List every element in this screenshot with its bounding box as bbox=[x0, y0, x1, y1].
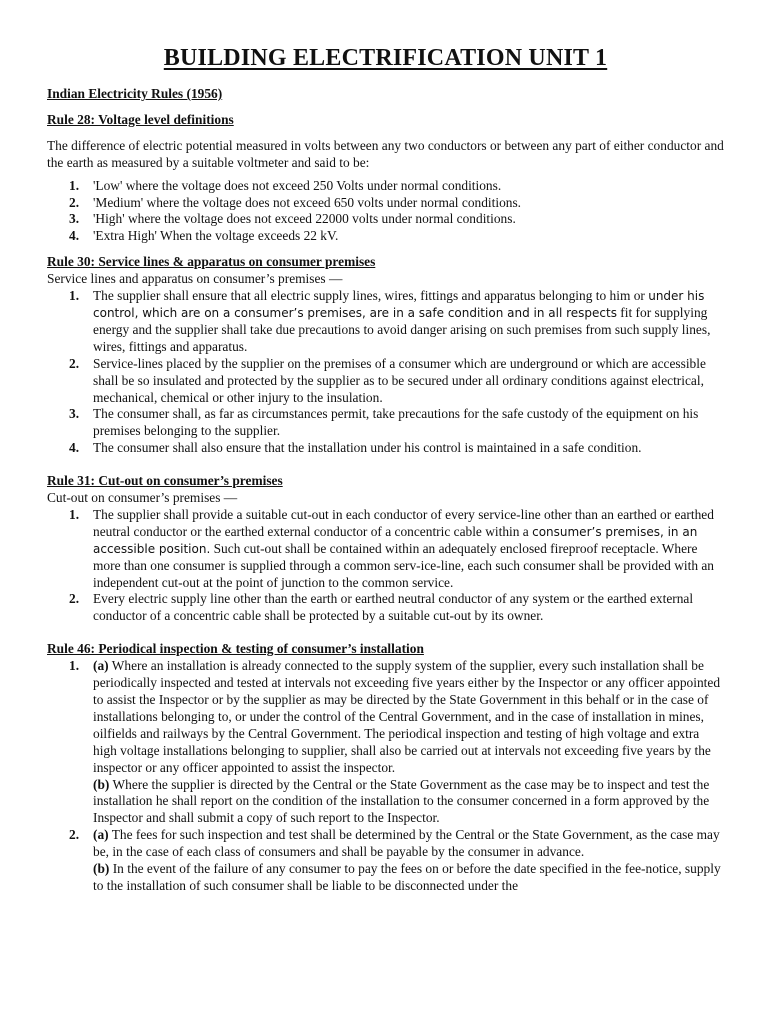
rule-30-section bbox=[47, 254, 724, 457]
rule-31-section bbox=[47, 473, 724, 625]
list-item: 1. 'Low' where the voltage does not exceed 250 Volts under normal conditions. bbox=[69, 177, 502, 193]
list-item: 2. Service-lines placed by the supplier on the premises of a consumer which are underground or which are accessible shall be so insulated and protected by the supplier as to be secured under all ordinary conditions against electrical, mechanical, chemical or other injury to the insulation. bbox=[69, 355, 706, 405]
list-item: 1. (a) Where an installation is already connected to the supply system of the supplier, every such installation shall be periodically inspected and tested at intervals not exceeding five years either by the Inspector or any officer appointed to assist the Inspector or by the supplier as may be directed by the State Government in this behalf or in the case of installations belonging to, or under the control of the Central Government, and in the case of installation in mines, oilfields and railways by the Central Government. The periodical inspection and testing of high voltage and extra high voltage installations belonging to supplier, shall also be carried out at intervals not exceeding five years by the inspector or any officer appointed to assist the inspector. (b) Where the supplier is directed by the Central or the State Government as the case may be to inspect and test the installation he shall report on the condition of the installation to the consumer concerned in a form approved by the Inspector and shall submit a copy of such report to the Inspector. bbox=[69, 658, 721, 826]
rule-46-section bbox=[47, 641, 724, 895]
rule-31-lead: Cut-out on consumer’s premises — bbox=[47, 490, 238, 506]
document-subtitle: Indian Electricity Rules (1956) bbox=[47, 86, 223, 101]
rule-31-list bbox=[47, 507, 724, 625]
list-item: 1. The supplier shall provide a suitable cut-out in each conductor of every service-line other than an earthed or earthed neutral conductor or the earthed external conductor of a concentric cable within a consumer’s premises, in an accessible position. Such cut-out shall be contained within an adequately enclosed fireproof receptacle. Where more than one consumer is supplied through a common serv-ice-line, each such consumer shall be provided with an independent cut-out at the point of junction to the common service. bbox=[69, 506, 715, 590]
list-item: 4. The consumer shall also ensure that the installation under his control is maintained in a safe condition. bbox=[69, 440, 642, 456]
list-item: 2. (a) The fees for such inspection and test shall be determined by the Central or the State Government, as the case may be, in the case of each class of consumers and shall be payable by the consumer in advance. (b) In the event of the failure of any consumer to pay the fees on or before the date specified in the fee-notice, supply to the installation of such consumer shall be liable to be disconnected under the bbox=[69, 827, 721, 893]
list-item: 2. 'Medium' where the voltage does not exceed 650 volts under normal conditions. bbox=[69, 194, 522, 210]
rule-30-list bbox=[47, 288, 724, 457]
rule-28-section bbox=[47, 112, 724, 245]
rule-30-lead: Service lines and apparatus on consumer’s premises — bbox=[47, 271, 343, 287]
rule-46-heading: Rule 46: Periodical inspection & testing of consumer’s installation bbox=[47, 641, 424, 657]
rule-28-intro: The difference of electric potential measured in volts between any two conductors or between any part of either conductor and the earth as measured by a suitable voltmeter and said to be: bbox=[47, 137, 724, 170]
rule-46-list bbox=[47, 658, 724, 895]
list-item: 3. 'High' where the voltage does not exceed 22000 volts under normal conditions. bbox=[69, 211, 516, 227]
list-item: 4. 'Extra High' When the voltage exceeds 22 kV. bbox=[69, 228, 339, 244]
list-item: 2. Every electric supply line other than the earth or earthed neutral conductor of any system or the earthed external conductor of a concentric cable shall be protected by a suitable cut-out by its owner. bbox=[69, 591, 694, 624]
list-item: 1. The supplier shall ensure that all electric supply lines, wires, fittings and apparatus belonging to him or under his control, which are on a consumer’s premises, are in a safe condition and in all respects fit for supplying energy and the supplier shall take due precautions to avoid danger arising on such premises from such supply lines, wires, fittings and apparatus. bbox=[69, 288, 711, 354]
rule-30-heading: Rule 30: Service lines & apparatus on consumer premises bbox=[47, 254, 376, 270]
rule-28-heading: Rule 28: Voltage level definitions bbox=[47, 111, 234, 127]
list-item: 3. The consumer shall, as far as circumstances permit, take precautions for the safe custody of the equipment on his premises belonging to the supplier. bbox=[69, 406, 699, 439]
rule-31-heading: Rule 31: Cut-out on consumer’s premises bbox=[47, 473, 283, 489]
voltage-level-list bbox=[47, 178, 724, 246]
document-title: BUILDING ELECTRIFICATION UNIT 1 bbox=[163, 45, 608, 71]
